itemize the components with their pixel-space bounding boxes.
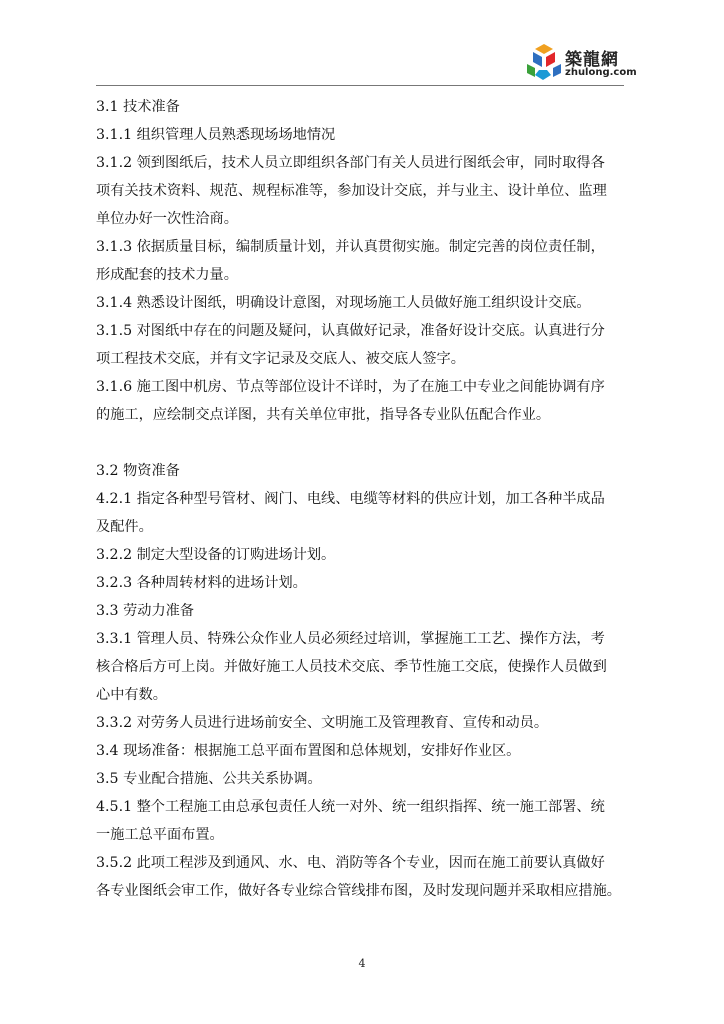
text-line: 3.1.5 对图纸中存在的问题及疑问，认真做好记录，准备好设计交底。认真进行分: [96, 323, 605, 339]
text-line: 心中有数。: [96, 687, 167, 703]
text-line: 3.1.1 组织管理人员熟悉现场场地情况: [96, 127, 336, 143]
text-line: 3.1 技术准备: [96, 99, 180, 115]
text-line: 3.3.1 管理人员、特殊公众作业人员必须经过培训，掌握施工工艺、操作方法，考: [96, 631, 605, 647]
text-line: 及配件。: [96, 519, 153, 535]
text-line: 形成配套的技术力量。: [96, 267, 238, 283]
text-line: 3.1.6 施工图中机房、节点等部位设计不详时，为了在施工中专业之间能协调有序: [96, 379, 605, 395]
text-line: 3.1.2 领到图纸后，技术人员立即组织各部门有关人员进行图纸会审，同时取得各: [96, 155, 605, 171]
text-line: 3.1.4 熟悉设计图纸，明确设计意图，对现场施工人员做好施工组织设计交底。: [96, 295, 591, 311]
zhulong-logo: [525, 42, 635, 82]
text-line: 3.2 物资准备: [96, 463, 180, 479]
text-line: 各专业图纸会审工作，做好各专业综合管线排布图，及时发现问题并采取相应措施。: [96, 883, 621, 899]
text-line: 3.1.3 依据质量目标，编制质量计划，并认真贯彻实施。制定完善的岗位责任制，: [96, 239, 605, 255]
text-line: 单位办好一次性洽商。: [96, 211, 238, 227]
text-line: 的施工，应绘制交点详图，共有关单位审批，指导各专业队伍配合作业。: [96, 407, 551, 423]
text-line: 4.2.1 指定各种型号管材、阀门、电线、电缆等材料的供应计划，加工各种半成品: [96, 491, 605, 507]
text-line: 3.5.2 此项工程涉及到通风、水、电、消防等各个专业，因而在施工前要认真做好: [96, 855, 605, 871]
text-line: 项有关技术资料、规范、规程标准等，参加设计交底，并与业主、设计单位、监理: [96, 183, 607, 199]
text-line: 项工程技术交底，并有文字记录及交底人、被交底人签字。: [96, 351, 465, 367]
text-line: 核合格后方可上岗。并做好施工人员技术交底、季节性施工交底，使操作人员做到: [96, 659, 607, 675]
header-rule: [96, 85, 624, 86]
text-line: 3.4 现场准备：根据施工总平面布置图和总体规划，安排好作业区。: [96, 743, 521, 759]
blank-line: [96, 429, 636, 457]
logo-url-text: zhulong.com: [565, 67, 637, 78]
text-line: 3.2.3 各种周转材料的进场计划。: [96, 575, 307, 591]
text-line: 4.5.1 整个工程施工由总承包责任人统一对外、统一组织指挥、统一施工部署、统: [96, 799, 605, 815]
text-line: 3.5 专业配合措施、公共关系协调。: [96, 771, 322, 787]
text-line: 3.2.2 制定大型设备的订购进场计划。: [96, 547, 336, 563]
text-line: 3.3.2 对劳务人员进行进场前安全、文明施工及管理教育、宣传和动员。: [96, 715, 549, 731]
document-body: [96, 93, 636, 905]
page-number: 4: [358, 957, 366, 970]
text-line: 3.3 劳动力准备: [96, 603, 195, 619]
text-line: 一施工总平面布置。: [96, 827, 224, 843]
logo-chinese-text: 築龍網: [565, 50, 619, 70]
cube-logo-icon: [525, 42, 563, 82]
